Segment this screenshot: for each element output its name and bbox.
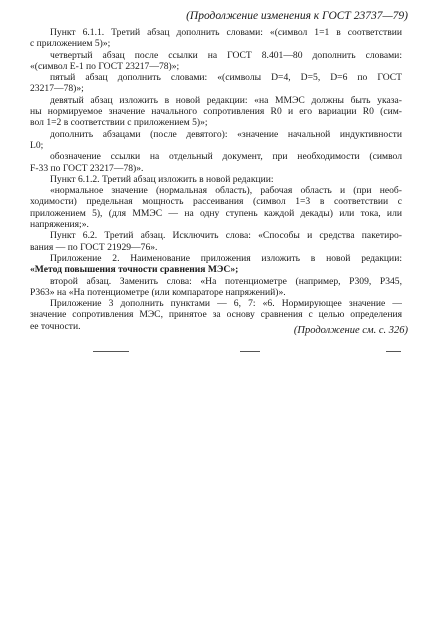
text-line: «Метод повышения точности сравнения МЭС»;: [30, 264, 239, 276]
text-line: вол 1=2 в соответствии с приложением 5)»;: [30, 117, 208, 129]
text-line: пятый абзац дополнить словами: «(символы D=4, D=5, D=6 по ГОСТ: [50, 72, 402, 84]
text-line: L0;: [30, 139, 44, 151]
footer-rule-middle: [240, 351, 260, 352]
text-line: с приложением 5)»;: [30, 38, 111, 50]
text-line: ны нормируемое значение начального сопротивления R0 и его вариации R0 (сим-: [30, 106, 402, 118]
continuation-header: (Продолжение изменения к ГОСТ 23737—79): [186, 10, 408, 22]
text-line: напряжения;».: [30, 219, 89, 231]
text-line: «(символ Е-1 по ГОСТ 23217—78)»;: [30, 60, 180, 72]
text-line: ходимости) предельная мощность рассеивания (символ 1=3 в соответствии с: [30, 196, 402, 208]
text-line: Пункт 6.2. Третий абзац. Исключить слова: «Способы и средства пакетиро-: [50, 230, 402, 242]
text-line: второй абзац. Заменить слова: «На потенциометре (например, Р309, Р345,: [50, 275, 402, 287]
text-line: Пункт 6.1.2. Третий абзац изложить в новой редакции:: [50, 173, 274, 185]
footer-rule-right: [386, 351, 401, 352]
text-line: обозначение ссылки на отдельный документ, при необходимости (символ: [50, 151, 402, 163]
text-line: Пункт 6.1.1. Третий абзац дополнить словами: «(символ 1=1 в соответствии: [50, 27, 402, 38]
continuation-footer: (Продолжение см. с. 326): [293, 325, 408, 336]
text-line: значение сопротивления МЭС, принятое за основу сравнения с целью определения: [30, 309, 402, 321]
text-line: Приложение 2. Наименование приложения изложить в новой редакции:: [50, 252, 402, 264]
text-line: Приложение 3 дополнить пунктами — 6, 7: «6. Нормирующее значение —: [50, 298, 402, 310]
text-line: Р363» на «На потенциометре (или компараторе напряжений)».: [30, 286, 286, 298]
text-line: дополнить абзацами (после девятого): «значение начальной индуктивности: [50, 128, 402, 140]
text-line: вания — по ГОСТ 21929—76».: [30, 241, 158, 253]
text-line: 23217—78)»;: [30, 83, 84, 95]
text-line: девятый абзац изложить в новой редакции: «на ММЭС должны быть указа-: [50, 94, 402, 106]
amendment-body-text: [30, 27, 402, 332]
text-line: F-33 по ГОСТ 23217—78)».: [30, 162, 144, 174]
text-line: ее точности.: [30, 320, 81, 332]
text-line: приложением 5), (для ММЭС — на одну ступень каждой декады) или тока, или: [30, 207, 402, 219]
text-line: «нормальное значение (нормальная область), рабочая область и (при необ-: [50, 185, 402, 197]
footer-rule-left: [93, 351, 129, 352]
text-line: четвертый абзац после ссылки на ГОСТ 8.401—80 дополнить словами:: [50, 49, 402, 61]
